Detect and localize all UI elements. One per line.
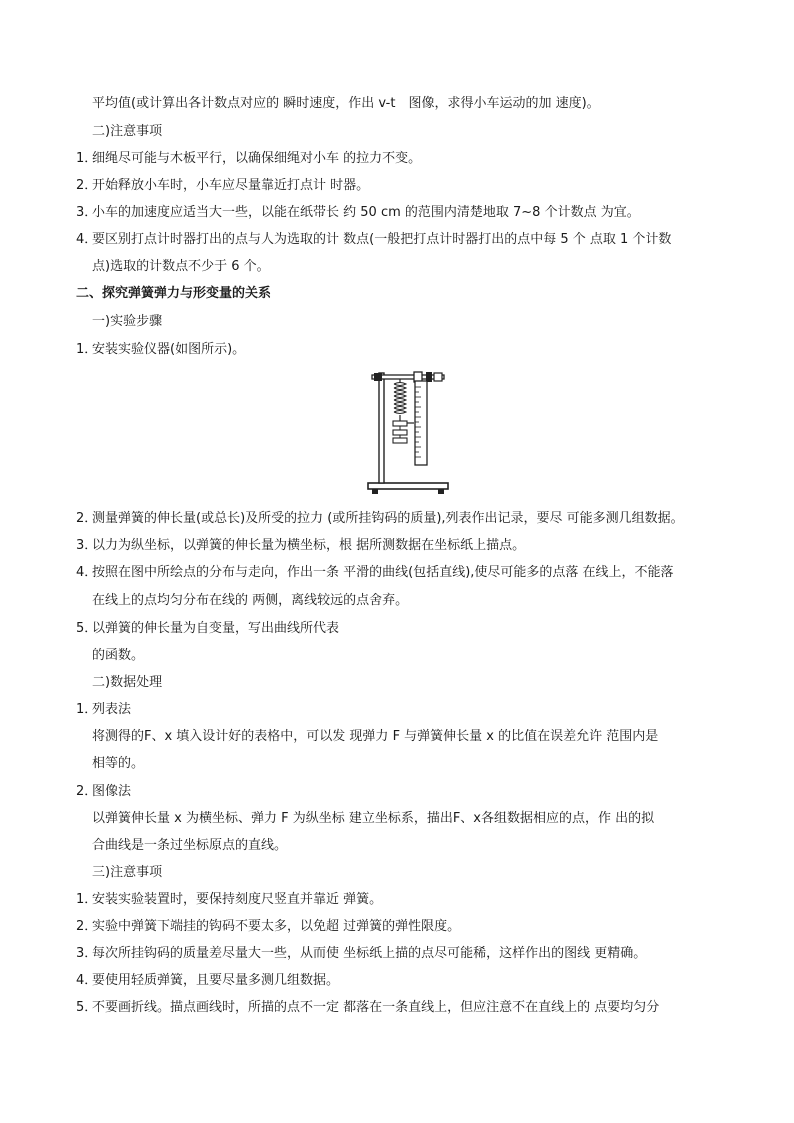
list-item: 安装实验装置时，要保持刻度尺竖直并靠近 弹簧。 [92,892,383,907]
notes-heading: 二)注意事项 [92,124,163,139]
list-item: 开始释放小车时，小车应尽量靠近打点计 时器。 [92,178,370,193]
list-number: 1． [76,151,98,166]
intro-line: 平均值(或计算出各计数点对应的 瞬时速度，作出 v-t 图像，求得小车运动的加 速度)。 [92,96,600,111]
list-number: 2． [76,178,98,193]
data-heading: 二)数据处理 [92,675,163,690]
list-item: 安装实验仪器(如图所示)。 [92,342,246,357]
list-item: 每次所挂钩码的质量差尽量大一些，从而使 坐标纸上描的点尽可能稀，这样作出的图线 更精确。 [92,946,647,961]
list-number: 1． [76,702,98,717]
list-item: 按照在图中所绘点的分布与走向，作出一条 平滑的曲线(包括直线),使尽可能多的点落 在线上，不能落 [92,565,674,580]
spring-apparatus-icon [360,367,456,499]
list-number: 3． [76,538,98,553]
spring-apparatus-figure [360,367,456,499]
list-item-continuation: 合曲线是一条过坐标原点的直线。 [92,838,288,853]
list-item: 不要画折线。描点画线时，所描的点不一定 都落在一条直线上，但应注意不在直线上的 点要均匀分 [92,1000,660,1015]
list-number: 5． [76,621,98,636]
list-item: 要使用轻质弹簧，且要尽量多测几组数据。 [92,973,340,988]
list-number: 5． [76,1000,98,1015]
list-item: 将测得的F、x 填入设计好的表格中，可以发 现弹力 F 与弹簧伸长量 x 的比值在误差允许 范围内是 [92,729,659,744]
list-number: 4． [76,232,98,247]
list-number: 3． [76,946,98,961]
list-item: 以力为纵坐标，以弹簧的伸长量为横坐标，根 据所测数据在坐标纸上描点。 [92,538,526,553]
list-item-continuation: 的函数。 [92,648,145,663]
list-item-title: 图像法 [92,784,132,799]
list-item-title: 列表法 [92,702,132,717]
list-item: 细绳尽可能与木板平行，以确保细绳对小车 的拉力不变。 [92,151,422,166]
list-item-continuation: 在线上的点均匀分布在线的 两侧，离线较远的点舍弃。 [92,593,409,608]
list-number: 1． [76,892,98,907]
list-number: 2． [76,919,98,934]
list-item: 以弹簧的伸长量为自变量，写出曲线所代表 [92,621,340,636]
list-item: 测量弹簧的伸长量(或总长)及所受的拉力 (或所挂钩码的质量),列表作出记录，要尽 可能多测几组数据。 [92,511,684,526]
steps-heading: 一)实验步骤 [92,314,163,329]
list-item: 实验中弹簧下端挂的钩码不要太多，以免超 过弹簧的弹性限度。 [92,919,461,934]
section-title: 二、探究弹簧弹力与形变量的关系 [76,286,272,301]
list-number: 4． [76,973,98,988]
list-item-continuation: 点)选取的计数点不少于 6 个。 [92,259,270,274]
notes-heading: 三)注意事项 [92,865,163,880]
list-number: 2． [76,511,98,526]
list-number: 4． [76,565,98,580]
list-item: 小车的加速度应适当大一些，以能在纸带长 约 50 cm 的范围内清楚地取 7~8 个计数点 为宜。 [92,205,640,220]
list-number: 2． [76,784,98,799]
list-number: 1． [76,342,98,357]
list-item: 要区别打点计时器打出的点与人为选取的计 数点(一般把打点计时器打出的点中每 5 个 点取 1 个计数 [92,232,672,247]
list-item: 以弹簧伸长量 x 为横坐标、弹力 F 为纵坐标 建立坐标系，描出F、x各组数据相应的点，作 出的拟 [92,811,655,826]
list-item-continuation: 相等的。 [92,756,145,771]
list-number: 3． [76,205,98,220]
